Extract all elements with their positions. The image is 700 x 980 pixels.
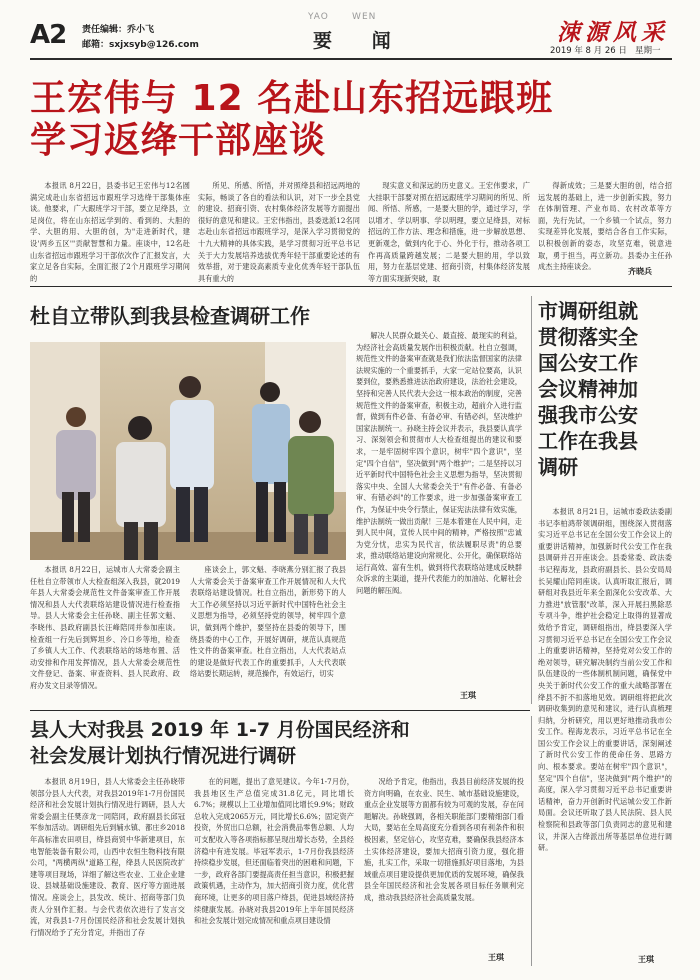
article3-headline-line: 市调研组就 — [538, 299, 638, 323]
article3-headline — [538, 298, 678, 480]
article3-headline-line: 国公安工作 — [538, 351, 638, 375]
page-code: A2 — [30, 20, 67, 50]
article1-bottom-rule — [30, 286, 672, 287]
article3-author: 王琪 — [638, 955, 654, 964]
article1-headline-line1: 王宏伟与 12 名赴山东招远跟班 — [30, 78, 554, 119]
article2-caption: 本报讯 8月22日，运城市人大常委会副主任杜自立带领市人大检查组深入我县，就2019年县人大常委会规范性文件备案审查工作开展情况和县人大代表联络站建设情况进行检查指导。县人大常委会主任孙晓、副主任郭文魁、李晓伟、县政府副县长汪峰陪同并参加座谈。检查组一行先后到辉坦乡、冷口乡等地，检查了乡镇人大工作、代表联络站的场地布置、活动安排和作用发挥情况，县人大常委会规范性文件登记、备案、审查资料、县人民政府、政府办发文目录等情况。 — [30, 565, 180, 690]
article1-headline-line2: 学习返绛干部座谈 — [30, 120, 327, 161]
article1-col4: 得新成效；三是要大胆的创，结合招远发展的基础上，进一步创新实践，努力在体制管理、产业布局、农村改革等方面，先行先试，一个乡镇一个试点，努力实现差异化发展，要结合各自工作实际，以积极创新的姿态，攻坚克难，锐意进取，勇于担当，再立新功。县委办主任孙成杰主持座谈会。 — [538, 181, 672, 272]
date-line: 2019 年 8 月 26 日 星期一 — [550, 46, 661, 56]
article3-headline-line: 会议精神加 — [538, 377, 638, 401]
paper-name: 涑源风采 — [557, 19, 669, 46]
article4-headline-line2: 社会发展计划执行情况进行调研 — [30, 745, 297, 767]
article4-right-divider — [531, 716, 532, 966]
email-line: 邮箱：sxjxsyb@126.com — [82, 40, 199, 50]
news-photo — [30, 342, 346, 560]
editor-line: 责任编辑：乔小飞 — [82, 25, 155, 35]
article4-col2: 在的问题，提出了意见建议。今年1-7月份，我县地区生产总值完成31.8亿元，同比增长6.7%；规模以上工业增加值同比增长9.9%；财政总收入完成2065万元，同比增长6.6%；固定资产投资，外贸出口总额，社会消费品零售总额、人均可支配收入等各项指标都呈现出增长态势，全县经济稳中有进发展。毕冠军表示，1-7月份我县经济持续稳步发展，但还面临着突出的困难和问题，下一步，政府各部门要提高责任担当意识，积极把握政策机遇，主动作为，加大招商引资力度，优化营商环境，让更多的项目落户绛县，促进县域经济持续健康发展。孙晓对我县2019年上半年国民经济和社会发展计划完成情况和重点项目建设情 — [194, 777, 354, 926]
article2-col2: 座谈会上，郭文魁、李晓燕分别汇报了我县人大常委会关于备案审查工作开展情况和人大代表联络站建设情况。杜自立指出，新形势下的人大工作必须坚持以习近平新时代中国特色社会主义思想为指导，必须坚持党的领导，树牢四个意识，做到两个维护，要坚持在县委的领导下，围绕县委的中心工作，开展好调研，规范认真规范性文件的备案审查。杜自立指出，人大代表站点的建设是做好代表工作的重要抓手，人大代表联络站要长期运转，规范操作，有效运行，切实 — [190, 565, 346, 679]
article1-author: 齐晓兵 — [628, 267, 652, 276]
article3-body: 本报讯 8月21日，运城市委政法委副书记李柏鸿带领调研组，围绕深入贯彻落实习近平总书记在全国公安工作会议上的重要讲话精神，加强新时代公安工作在我县调研并召开座谈会。县委常委、政法委书记程海龙，县政府副县长、县公安局局长吴耀山陪同座谈。认真听取汇报后，调研组对我县近年来全面深化公安改革、大力推进"放管服"改革，深入开展扫黑除恶专项斗争，维护社会稳定上取得的显著成效给予肯定，调研组指出，绛县要深入学习贯彻习近平总书记在全国公安工作会议上的重要讲话精神，坚持党对公安工作的绝对领导，研究解决制约当前公安工作和队伍建设的一些体制机制问题，确保党中央关于新时代公安工作的重大战略部署在绛县不折不扣落地见效。调研组将把此次调研收集到的意见和建议，进行认真梳理归纳，分析研究，用以更好地推动我市公安工作。程海龙表示，习近平总书记在全国公安工作会议上的重要讲话，深刻阐述了新时代公安工作的使命任务、思路方向、根本要求。要站在树牢"四个意识"，坚定"四个自信"，坚决做到"两个维护"的高度，深入学习贯彻习近平总书记重要讲话精神，奋力开创新时代运城公安工作新局面。会议还听取了县人民法院、县人民检察院和县政等部门负责同志的意见和建议，并深入古绛派出所等基层单位进行调研。 — [538, 507, 672, 853]
article2-bottom-rule — [30, 710, 530, 711]
article4-col1: 本报讯 8月19日，县人大常委会主任孙晓带领部分县人大代表，对我县2019年1-7月份国民经济和社会发展计划执行情况进行调研，县人大常委会副主任樊彦龙一同陪同，政府副县长邱冠军参加活动。调研组先后到辅水镇、都庄乡2018年高标准农田项目，绛县商贸中华新建项目，东电智能装备有限公司，山西中农恒生物科技有限公司，"两横两纵"道路工程，绛县人民医院改扩建等项目现场，详细了解这些农业、工业企业建设、县城基础设施建设、教育、医疗等方面进展情况。座谈会上，县发改、统计、招商等部门负责人分别作汇报。与会代表依次进行了发言交流，对我县1-7月份国民经济和社会发展计划执行情况给予了充分肯定，并指出了存 — [30, 777, 185, 937]
article2-author: 王琪 — [460, 691, 476, 700]
article1-col1: 本报讯 8月22日，县委书记王宏伟与12名圆满完成赴山东省招远市跟班学习选绛干部集体座谈。他要求，广大跟班学习干部，要立足绛县，立足岗位，将在山东招远学到的、看到的、大胆的学、大胆的用、大胆的创，为"走进新时代，建设'两乡五区'"贡献智慧和力量。座谈中，12名赴山东省招远市跟班学习干部依次作了汇报发言，大家立足各自实际，全面汇报了2个月跟班学习期间的 — [30, 181, 190, 283]
article2-col3: 解决人民群众最关心、最直接、最现实的利益，为经济社会高质量发展作出积极贡献。杜自立强调，规范性文件的备案审查就是我们依法监督国家的法律法规实施的一个重要抓手，大家一定站位要高，认识要到位，要熟悉推进法治政府建设，法治社会建设，坚持和完善人民代表大会这一根本政治的制度，完善规范性文件的备案审查，积极主动，超前介入进行监督，做到有件必备、有备必审、有错必纠，坚决维护国家法制统一。孙晓主持会议并表示，我县要认真学习、深刻领会和贯彻市人大检查组提出的建议和要求，一是牢固树牢四个意识，树牢"四个意识"，坚定"四个自信"，坚决做到"两个维护"；二是坚持以习近平新时代中国特色社会主义思想为指导，坚决贯彻落实中央、全国人大常委会关于"有件必备、有备必审、有错必纠"的工作要求，进一步加强备案审查工作，为保证中央令行禁止，保证宪法法律有效实施，维护法制统一做出贡献！三是本着建在人民中间，走到人民中间，宣传人民中间的精神，严格按照"忠诚为党分忧，忠实为民代言，依法履职尽责"的总要求，推动联络站建设向常规化、公开化，确保联络站运行高效、富有生机，做到将代表联络站建成反映群众诉求的主渠道，提升代表能力的加油站、化解社会问题的解压阀。 — [356, 331, 522, 596]
article4-col3: 况给予肯定，他指出，我县目前经济发展的投资方向明确，在农业、民生、城市基础设施建设，重点企业发展等方面都有较为可观的发展，存在问题解决。孙晓强调，各相关职能部门要精细部门看大局，要站在全局高度充分看到各项有利条件和积极因素，坚定信心，攻坚克难，要确保我县经济本土实体经济建设，要加大招商引资力度，强化措施，扎实工作，采取一切措施抓好项目落地，为县域重点项目建设提供更加优质的发展环境，确保我县全年国民经济和社会发展各项目标任务顺利完成，推动我县经济社会高质量发展。 — [364, 777, 524, 902]
article4-headline-line1: 县人大对我县 2019 年 1-7 月份国民经济和 — [30, 719, 410, 741]
photo-illustration — [30, 342, 346, 560]
article3-headline-line: 贯彻落实全 — [538, 325, 638, 349]
article1-col2: 所见、所感、所悟，并对照绛县和招远两地的实际，畅谈了各自的看法和认识，对下一步全县党的建设、招商引资、农村集体经济发展等方面提出很好的意见和建议。王宏伟指出，县委选派12名同志赴山东省招远市跟班学习，是深入学习贯彻党的十九大精神的具体实践，是学习贯彻习近平总书记关于大力发展培养选拔优秀年轻干部重要论述的有效举措，对于建设高素质专业化优秀年轻干部队伍具有重大的 — [198, 181, 360, 283]
article2-right-divider — [531, 296, 532, 704]
masthead-rule — [30, 58, 672, 60]
article2-headline: 杜自立带队到我县检查调研工作 — [30, 304, 310, 328]
article3-headline-line: 强我市公安 — [538, 403, 638, 427]
article1-col3: 现实意义和深远的历史意义。王宏伟要求，广大挂职干部要对照在招远跟班学习期间的所见、所闻、所悟、所感，一是要大胆的学，通过学习，学以增才、学以明事、学以明理，要立足绛县，对标招远的工作方法、理念和措施，进一步解放思想、更新观念，做到内化于心、外化于行，推动各项工作再高质量跨越发展；二是要大胆的用，学以致用，努力在基层党建、招商引资，村集体经济发展等方面实现新突破，取 — [368, 181, 530, 283]
section-pinyin: YAO WEN — [308, 12, 377, 22]
article3-headline-line: 工作在我县 — [538, 429, 638, 453]
article3-headline-line: 调研 — [538, 455, 578, 479]
section-name: 要 闻 — [313, 30, 391, 52]
article4-author: 王琪 — [488, 953, 504, 962]
